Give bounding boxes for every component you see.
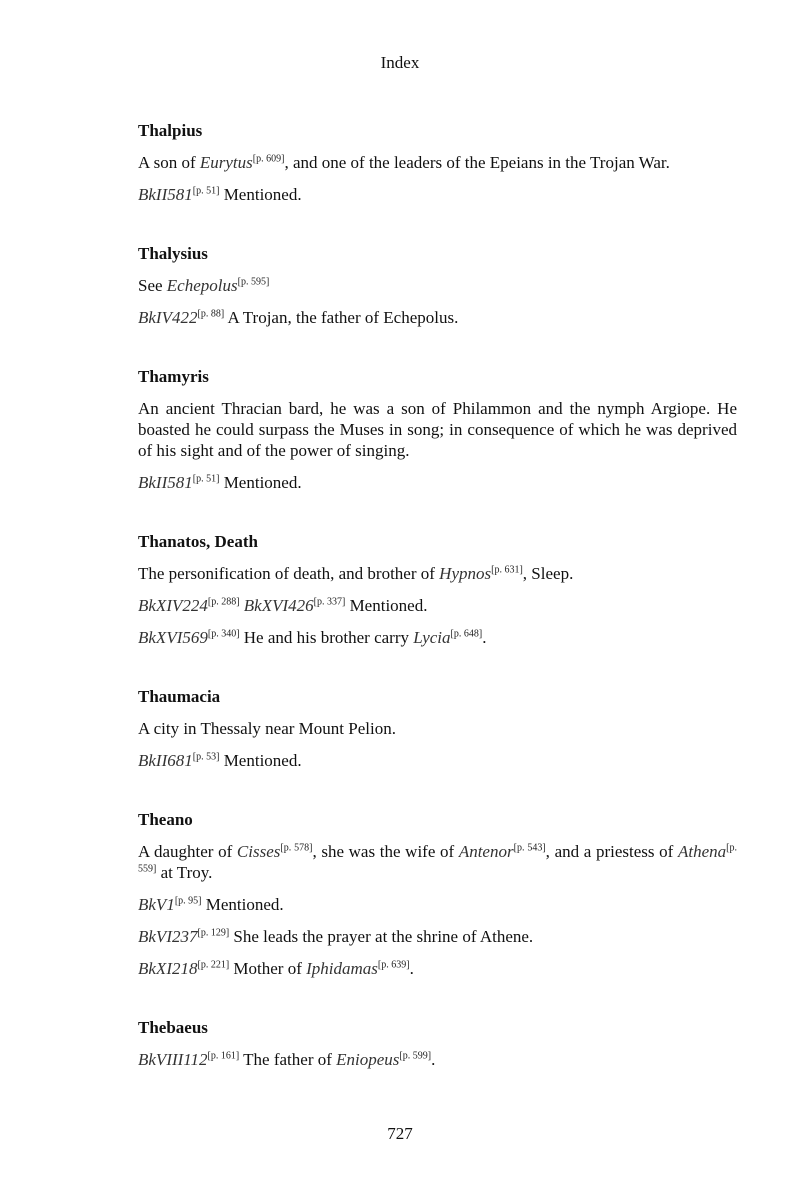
index-entries [138, 120, 737, 1108]
index-entry [138, 1017, 737, 1070]
entry-paragraph [138, 750, 737, 771]
entry-text: Mentioned. [345, 596, 428, 615]
entry-text: , Sleep. [522, 564, 574, 583]
cross-reference-link[interactable]: Hypnos [439, 564, 492, 583]
cross-reference-link[interactable]: BkVI237 [138, 927, 198, 946]
entry-paragraph [138, 1049, 737, 1070]
page-reference: [p. 129] [197, 927, 230, 939]
cross-reference-link[interactable]: BkII581 [138, 473, 193, 492]
entry-paragraph [138, 152, 737, 173]
entry-title: Thalpius [138, 121, 203, 140]
entry-text: A son of [138, 153, 200, 172]
entry-text: . [482, 628, 487, 647]
page-reference: [p. 559] [138, 842, 737, 875]
entry-paragraph [138, 595, 737, 616]
entry-text: , and one of the leaders of the Epeians in the Trojan War. [284, 153, 670, 172]
entry-text: He and his brother carry [239, 628, 414, 647]
page-number: 727 [387, 1124, 413, 1143]
cross-reference-link[interactable]: Echepolus [166, 276, 238, 295]
entry-paragraph [138, 841, 737, 883]
cross-reference-link[interactable]: BkXVI569 [138, 628, 208, 647]
cross-reference-link[interactable]: BkXIV224 [138, 596, 208, 615]
index-entry [138, 120, 737, 205]
entry-paragraph [138, 398, 737, 461]
entry-paragraph [138, 894, 737, 915]
entry-title: Thebaeus [138, 1018, 208, 1037]
entry-paragraph [138, 275, 737, 296]
page-reference: [p. 288] [207, 596, 240, 608]
entry-text: , and a priestess of [545, 842, 678, 861]
index-entry [138, 686, 737, 771]
cross-reference-link[interactable]: BkXVI426 [243, 596, 314, 615]
entry-text: Mentioned. [219, 751, 302, 770]
cross-reference-link[interactable]: Eurytus [199, 153, 253, 172]
entry-text: Mentioned. [219, 473, 302, 492]
entry-title: Thanatos, Death [138, 532, 258, 551]
entry-title: Theano [138, 810, 193, 829]
page-reference: [p. 221] [197, 959, 230, 971]
entry-text: , she was the wife of [312, 842, 459, 861]
index-entry [138, 531, 737, 648]
cross-reference-link[interactable]: BkII581 [138, 185, 193, 204]
entry-paragraph [138, 184, 737, 205]
page-reference: [p. 578] [280, 842, 313, 854]
entry-text: Mentioned. [201, 895, 284, 914]
index-entry [138, 809, 737, 979]
page-reference: [p. 543] [513, 842, 546, 854]
entry-text: Mentioned. [219, 185, 302, 204]
page-reference: [p. 337] [313, 596, 346, 608]
page-reference: [p. 51] [192, 473, 220, 485]
cross-reference-link[interactable]: Athena [677, 842, 727, 861]
index-entry [138, 243, 737, 328]
cross-reference-link[interactable]: BkV1 [138, 895, 175, 914]
entry-paragraph [138, 627, 737, 648]
running-head: Index [380, 53, 420, 72]
entry-text: A Trojan, the father of Echepolus. [224, 308, 459, 327]
page-reference: [p. 599] [399, 1050, 432, 1062]
entry-text: A city in Thessaly near Mount Pelion. [138, 719, 396, 738]
entry-text: at Troy. [156, 863, 213, 882]
entry-paragraph [138, 563, 737, 584]
entry-text: . [409, 959, 414, 978]
page-reference: [p. 648] [450, 628, 483, 640]
cross-reference-link[interactable]: BkII681 [138, 751, 193, 770]
page-reference: [p. 53] [192, 751, 220, 763]
entry-paragraph [138, 307, 737, 328]
page-reference: [p. 88] [197, 308, 225, 320]
entry-paragraph [138, 958, 737, 979]
entry-text: Mother of [229, 959, 307, 978]
page-reference: [p. 631] [491, 564, 523, 576]
entry-title: Thamyris [138, 367, 209, 386]
entry-text: The father of [239, 1050, 337, 1069]
entry-title: Thaumacia [138, 687, 221, 706]
cross-reference-link[interactable]: BkIV422 [138, 308, 198, 327]
page-reference: [p. 161] [207, 1050, 240, 1062]
entry-paragraph [138, 718, 737, 739]
index-entry [138, 366, 737, 493]
entry-title: Thalysius [138, 244, 208, 263]
cross-reference-link[interactable]: Antenor [458, 842, 514, 861]
entry-text: A daughter of [138, 842, 237, 861]
page-reference: [p. 340] [207, 628, 240, 640]
cross-reference-link[interactable]: Eniopeus [336, 1050, 400, 1069]
page-reference: [p. 609] [252, 153, 285, 165]
entry-text: An ancient Thracian bard, he was a son of Philammon and the nymph Argiope. He boasted he could surpass the Muses in song; in consequence of which he was deprived of his sight and of the power of singing. [138, 399, 737, 460]
entry-text: The personification of death, and brother of [138, 564, 440, 583]
entry-paragraph [138, 472, 737, 493]
entry-paragraph [138, 926, 737, 947]
page-reference: [p. 595] [237, 276, 270, 288]
page-reference: [p. 95] [174, 895, 202, 907]
page-reference: [p. 51] [192, 185, 220, 197]
cross-reference-link[interactable]: Lycia [413, 628, 451, 647]
entry-text: . [431, 1050, 436, 1069]
cross-reference-link[interactable]: Cisses [236, 842, 281, 861]
cross-reference-link[interactable]: BkVIII112 [138, 1050, 208, 1069]
cross-reference-link[interactable]: Iphidamas [306, 959, 378, 978]
page-reference: [p. 639] [377, 959, 410, 971]
entry-text: See [138, 276, 167, 295]
entry-text: She leads the prayer at the shrine of Athene. [229, 927, 534, 946]
cross-reference-link[interactable]: BkXI218 [138, 959, 198, 978]
